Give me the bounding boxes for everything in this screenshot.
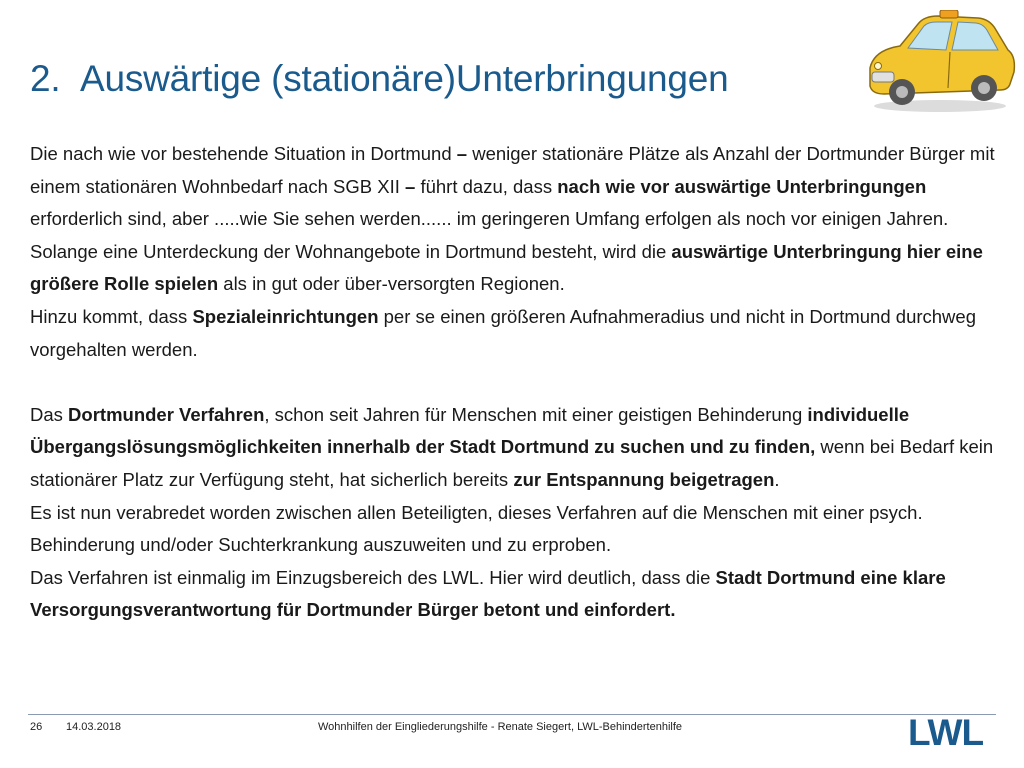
emphasis-text: Stadt Dortmund eine klare Versorgungsverantwortung für Dortmunder Bürger betont und einfordert. [30,566,946,621]
paragraph [30,497,1005,562]
emphasis-text: – [456,143,468,164]
paragraph-text: , schon seit Jahren für Menschen mit einer geistigen Behinderung [264,403,808,425]
emphasis-text: Spezialeinrichtungen [192,305,379,327]
paragraph [30,399,1005,497]
paragraph-text: erforderlich sind, aber .....wie Sie sehen werden...... im geringeren Umfang erfolgen als noch vor einigen Jahren. [30,208,949,230]
paragraph-text: wenn bei Bedarf kein stationärer Platz zur Verfügung steht, hat sicherlich bereits [30,436,994,490]
paragraph-text: weniger stationäre Plätze als Anzahl der Dortmunder Bürger mit einem stationären Wohnbedarf nach SGB XII [30,143,995,197]
emphasis-text: zur Entspannung beigetragen [513,468,775,490]
paragraph [30,562,1005,627]
paragraph-text: Es ist nun verabredet worden zwischen allen Beteiligten, dieses Verfahren auf die Menschen mit einer psych. Behinderung und/oder Suchterkrankung auszuweiten und zu erproben. [30,501,923,556]
paragraph-gap [30,366,1005,399]
emphasis-text: auswärtige Unterbringung hier eine größere Rolle spielen [30,240,983,295]
footer-text: Wohnhilfen der Eingliederungshilfe - Renate Siegert, LWL-Behindertenhilfe [318,721,683,733]
paragraph-text: Die nach wie vor bestehende Situation in Dortmund [30,143,457,164]
title-text: Auswärtige (stationäre)Unterbringungen [80,58,729,99]
title-number: 2. [30,58,61,99]
paragraph-text: führt dazu, dass [415,175,558,197]
emphasis-text: individuelle Übergangslösungsmöglichkeiten innerhalb der Stadt Dortmund zu suchen und zu finden, [30,403,910,458]
lwl-logo: LWL [908,712,984,753]
paragraph [30,138,1005,236]
paragraph-text: als in gut oder über-versorgten Regionen. [218,273,565,295]
footer-date: 14.03.2018 [66,721,122,733]
paragraph [30,301,1005,366]
emphasis-text: nach wie vor auswärtige Unterbringungen [557,175,927,197]
emphasis-text: – [405,175,416,197]
paragraph-text: per se einen größeren Aufnahmeradius und nicht in Dortmund durchweg vorgehalten werden. [30,305,976,360]
taxi-icon [860,10,1020,115]
slide-title [30,58,728,100]
paragraph-text: Solange eine Unterdeckung der Wohnangebote in Dortmund besteht, wird die [30,240,672,262]
paragraph-text: Das Verfahren ist einmalig im Einzugsbereich des LWL. Hier wird deutlich, dass die [30,566,716,588]
paragraph-text: . [774,468,780,490]
paragraph-text: Hinzu kommt, dass [30,305,193,327]
paragraph-text: Das [30,403,69,425]
footer-divider [28,714,996,715]
emphasis-text: Dortmunder Verfahren [68,403,265,425]
body-text [30,138,1005,627]
paragraph [30,236,1005,301]
page-number: 26 [30,721,43,733]
